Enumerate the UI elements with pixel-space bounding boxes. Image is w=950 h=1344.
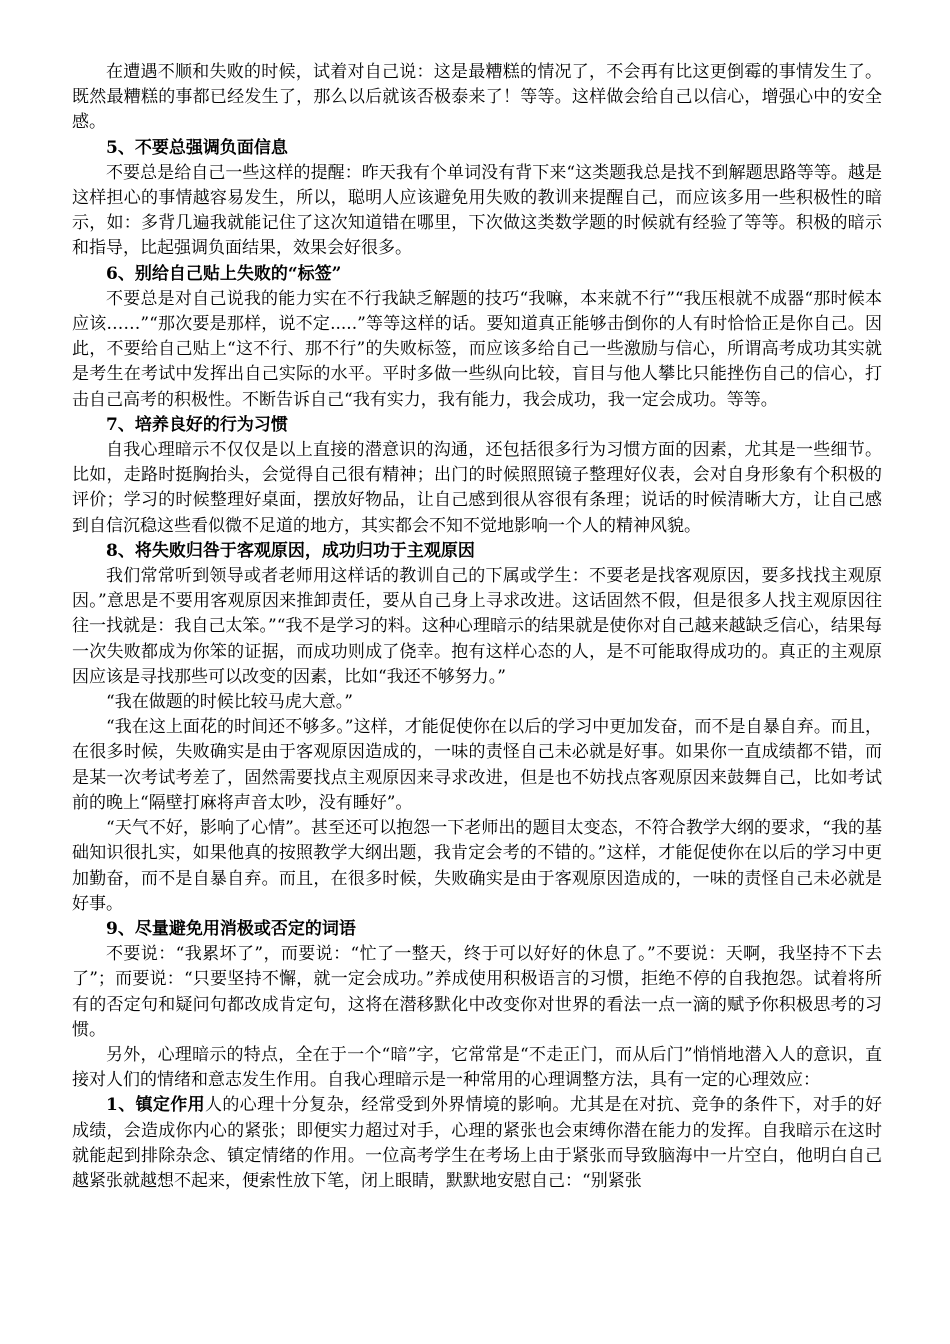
paragraph-8b: “我在做题的时候比较马虎大意。”: [106, 692, 353, 713]
effect-1-lead: 1、镇定作用: [106, 1095, 206, 1116]
paragraph-8d: “天气不好，影响了心情”。甚至还可以抱怨一下老师出的题目太变态，不符合教学大纲的要求，“我的基础知识很扎实，如果他真的按照教学大纲出题，我肯定会考的不错的。”这样，才能促使你在以后的学习中更加勤奋，而不是自暴自弃。而且，在很多时候，失败确实是由于客观原因造成的，一味的责怪自己未必就是好事。: [72, 818, 882, 914]
paragraph-intro: 在遭遇不顺和失败的时候，试着对自己说：这是最糟糕的情况了，不会再有比这更倒霉的事情发生了。既然最糟糕的事都已经发生了，那么以后就该否极泰来了！等等。这样做会给自己以信心，增强心中的安全感。: [72, 62, 882, 133]
paragraph-7: 自我心理暗示不仅仅是以上直接的潜意识的沟通，还包括很多行为习惯方面的因素，尤其是一些细节。比如，走路时挺胸抬头，会觉得自己很有精神；出门的时候照照镜子整理好仪表，会对自身形象有个积极的评价；学习的时候整理好桌面，摆放好物品，让自己感到很从容很有条理；说话的时候清晰大方，让自己感到自信沉稳这些看似微不足道的地方，其实都会不知不觉地影响一个人的精神风貌。: [72, 440, 882, 536]
paragraph-8c: “我在这上面花的时间还不够多。”这样，才能促使你在以后的学习中更加发奋，而不是自暴自弃。而且，在很多时候，失败确实是由于客观原因造成的，一味的责怪自己未必就是好事。如果你一直成绩都不错，而是某一次考试考差了，固然需要找点主观原因来寻求改进，但是也不妨找点客观原因来鼓舞自己，比如考试前的晚上“隔壁打麻将声音太吵，没有睡好”。: [72, 717, 882, 813]
heading-6: 6、别给自己贴上失败的“标签”: [106, 263, 342, 284]
effect-1-text: 人的心理十分复杂，经常受到外界情境的影响。尤其是在对抗、竞争的条件下，对手的好成绩，会造成你内心的紧张；即便实力超过对手，心理的紧张也会束缚你潜在能力的发挥。自我暗示在这时就能起到排除杂念、镇定情绪的作用。一位高考学生在考场上由于紧张而导致脑海中一片空白，他明白自己越紧张就越想不起来，便索性放下笔，闭上眼睛，默默地安慰自己：“别紧张: [72, 1095, 882, 1191]
heading-7: 7、培养良好的行为习惯: [106, 414, 288, 435]
paragraph-5: 不要总是给自己一些这样的提醒：昨天我有个单词没有背下来“这类题我总是找不到解题思路等等。越是这样担心的事情越容易发生，所以，聪明人应该避免用失败的教训来提醒自己，而应该多用一些积极性的暗示，如：多背几遍我就能记住了这次知道错在哪里，下次做这类数学题的时候就有经验了等等。积极的暗示和指导，比起强调负面结果，效果会好很多。: [72, 162, 882, 259]
paragraph-9: 不要说：“我累坏了”，而要说：“忙了一整天，终于可以好好的休息了。”不要说：天啊，我坚持不下去了”；而要说：“只要坚持不懈，就一定会成功。”养成使用积极语言的习惯，拒绝不停的自我抱怨。试着将所有的否定句和疑问句都改成肯定句，这将在潜移默化中改变你对世界的看法一点一滴的赋予你积极思考的习惯。: [72, 944, 882, 1040]
heading-8: 8、将失败归咎于客观原因，成功归功于主观原因: [106, 540, 475, 561]
document-page: [72, 60, 882, 1194]
paragraph-effect-1: [72, 1093, 882, 1194]
paragraph-summary: 另外，心理暗示的特点，全在于一个“暗”字，它常常是“不走正门，而从后门”悄悄地潜入人的意识，直接对人们的情绪和意志发生作用。自我心理暗示是一种常用的心理调整方法，具有一定的心理效应：: [72, 1044, 882, 1091]
paragraph-6: 不要总是对自己说我的能力实在不行我缺乏解题的技巧“我嘛，本来就不行”“我压根就不成器“那时候本应该……”“那次要是那样，说不定.....”等等这样的话。要知道真正能够击倒你的人有时恰恰正是你自己。因此，不要给自己贴上“这不行、那不行”的失败标签，而应该多给自己一些激励与信心，所谓高考成功其实就是考生在考试中发挥出自己实际的水平。平时多做一些纵向比较，盲目与他人攀比只能挫伤自己的信心，打击自己高考的积极性。不断告诉自己“我有实力，我有能力，我会成功，我一定会成功。等等。: [72, 288, 882, 410]
heading-5: 5、不要总强调负面信息: [106, 137, 288, 158]
paragraph-8a: 我们常常听到领导或者老师用这样话的教训自己的下属或学生：不要老是找客观原因，要多找找主观原因。”意思是不要用客观原因来推卸责任，要从自己身上寻求改进。这话固然不假，但是很多人找主观原因往往一找就是：我自己太笨。”“我不是学习的料。这种心理暗示的结果就是使你对自己越来越缺乏信心，结果每一次失败都成为你笨的证据，而成功则成了侥幸。抱有这样心态的人，是不可能取得成功的。真正的主观原因应该是寻找那些可以改变的因素，比如“我还不够努力。”: [72, 566, 882, 687]
heading-9: 9、尽量避免用消极或否定的词语: [106, 918, 356, 939]
